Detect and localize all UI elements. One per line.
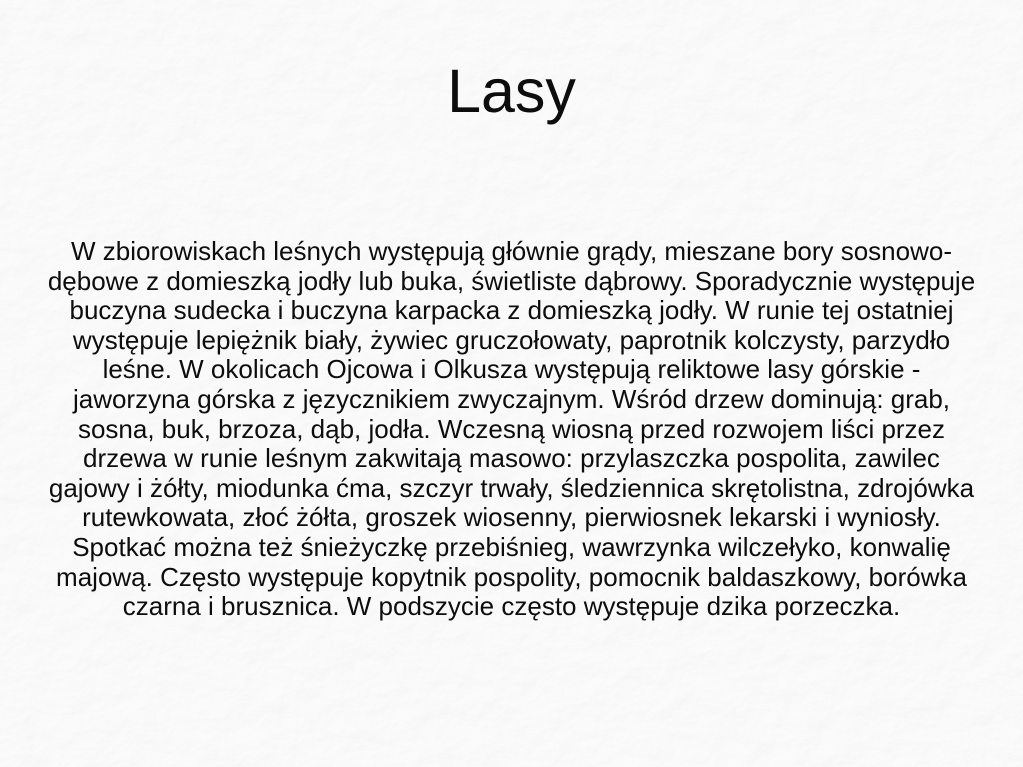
paragraph-line: dębowe z domieszką jodły lub buka, świetliste dąbrowy. Sporadycznie występuje bbox=[47, 265, 976, 296]
slide-body-text bbox=[0, 237, 1023, 622]
paragraph-line: drzewa w runie leśnym zakwitają masowo: przylaszczka pospolita, zawilec bbox=[83, 443, 940, 474]
paragraph-line: W zbiorowiskach leśnych występują głównie grądy, mieszane bory sosnowo- bbox=[70, 236, 953, 266]
paragraph-line: jaworzyna górska z języcznikiem zwyczajnym. Wśród drzew dominują: grab, bbox=[72, 383, 951, 414]
slide-title: Lasy bbox=[447, 57, 576, 125]
paragraph-line: gajowy i żółty, miodunka ćma, szczyr trwały, śledziennica skrętolistna, zdrojówka bbox=[48, 472, 975, 503]
paragraph-line: buczyna sudecka i buczyna karpacka z domieszką jodły. W runie tej ostatniej bbox=[69, 295, 954, 326]
paragraph-line: czarna i brusznica. W podszycie często występuje dzika porzeczka. bbox=[122, 591, 901, 622]
paragraph-line: Spotkać można też śnieżyczkę przebiśnieg, wawrzynka wilczełyko, konwalię bbox=[72, 531, 951, 562]
paragraph-line: występuje lepiężnik biały, żywiec gruczołowaty, paprotnik kolczysty, parzydło bbox=[72, 324, 951, 355]
paragraph-line: leśne. W okolicach Ojcowa i Olkusza występują reliktowe lasy górskie - bbox=[102, 354, 921, 385]
paragraph-line: rutewkowata, złoć żółta, groszek wiosenny, pierwiosnek lekarski i wyniosły. bbox=[82, 502, 941, 533]
paragraph-line: majową. Często występuje kopytnik pospolity, pomocnik baldaszkowy, borówka bbox=[56, 561, 967, 592]
paragraph-line: sosna, buk, brzoza, dąb, jodła. Wczesną wiosną przed rozwojem liści przez bbox=[77, 413, 946, 444]
